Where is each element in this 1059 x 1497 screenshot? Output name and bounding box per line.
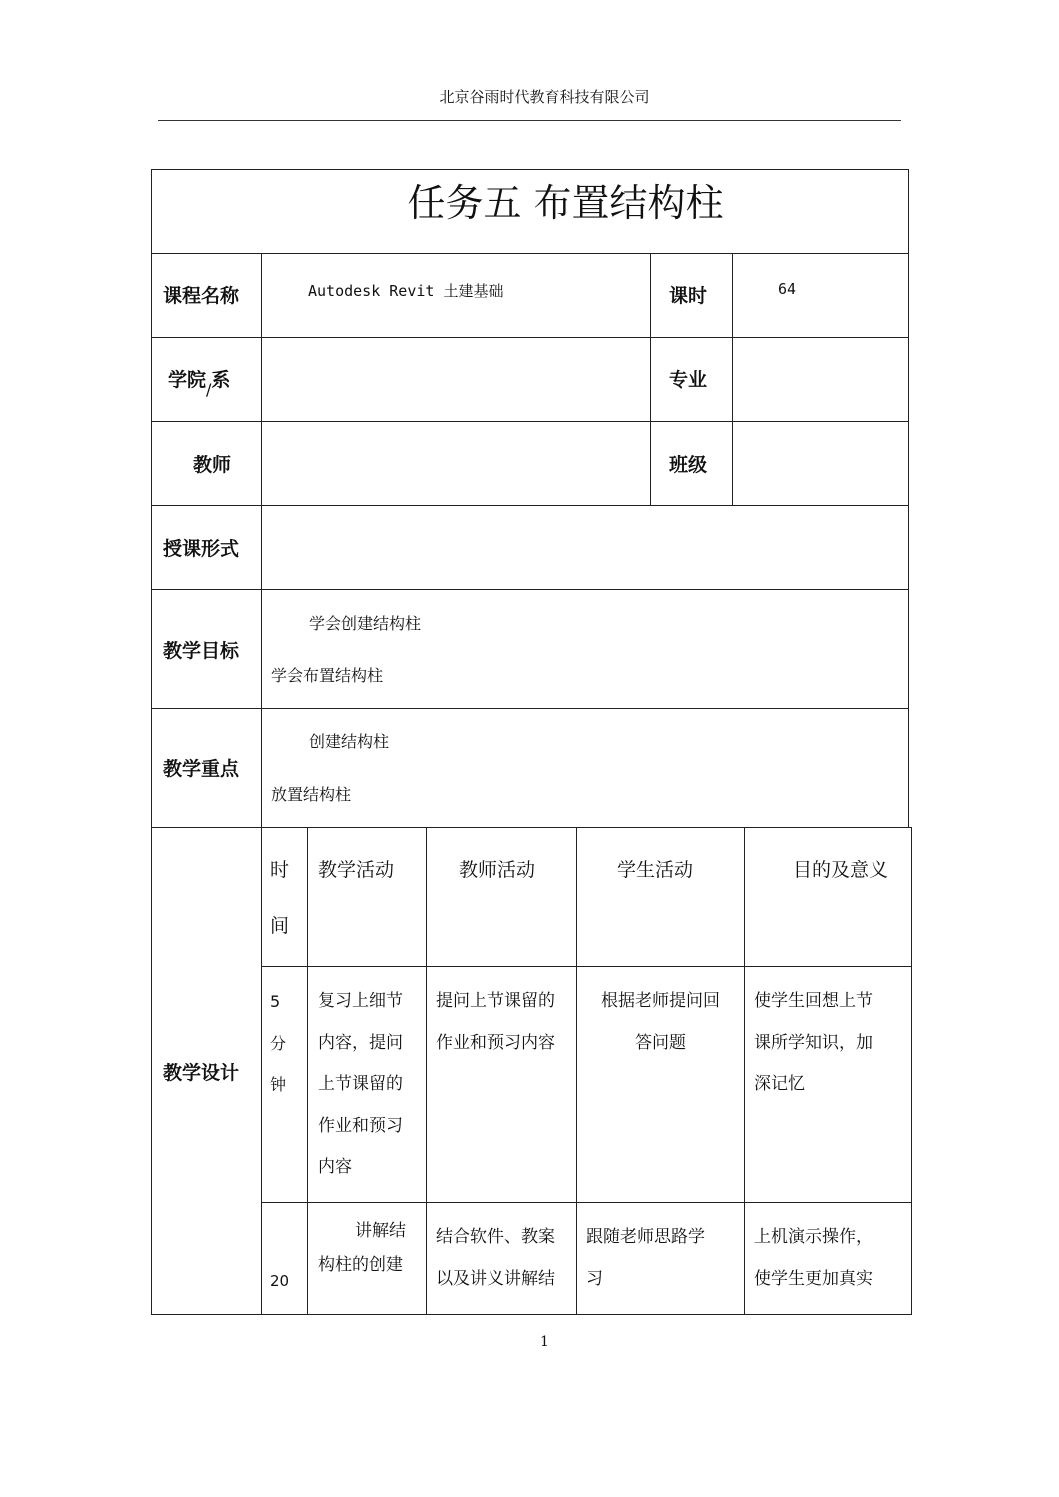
- row-2-purpose: 上机演示操作， 使学生更加真实: [754, 1227, 873, 1289]
- class-label: 班级: [669, 454, 708, 476]
- col-header-purpose: 目的及意义: [793, 859, 889, 881]
- col-header-student: 学生活动: [617, 859, 694, 881]
- teaching-focus-line-1: 创建结构柱: [309, 732, 390, 751]
- row-2-teacher: 结合软件、教案 以及讲义讲解结: [436, 1227, 555, 1289]
- col-header-teacher: 教师活动: [459, 859, 536, 881]
- row-2-time: 20: [270, 1272, 290, 1290]
- lesson-title: 任务五 布置结构柱: [407, 181, 724, 225]
- teaching-focus-label: 教学重点: [163, 758, 240, 780]
- teacher-label: 教师: [193, 454, 232, 476]
- teaching-focus-line-2: 放置结构柱: [271, 785, 352, 804]
- page-header: 北京谷雨时代教育科技有限公司: [439, 88, 650, 106]
- header-rule: [158, 120, 901, 121]
- row-1-activity: 复习上细节 内容，提问 上节课留的 作业和预习 内容: [318, 991, 403, 1177]
- row-1-student: 根据老师提问回 答问题: [601, 991, 720, 1053]
- teaching-goal-label: 教学目标: [163, 640, 240, 662]
- department-label-dept: 系: [211, 369, 231, 391]
- row-1-purpose: 使学生回想上节 课所学知识，加 深记忆: [754, 991, 873, 1094]
- course-name-label: 课程名称: [163, 285, 240, 307]
- teaching-goal-line-1: 学会创建结构柱: [309, 614, 422, 633]
- teaching-design-label: 教学设计: [163, 1062, 240, 1084]
- teaching-form-label: 授课形式: [163, 538, 240, 560]
- department-label: [168, 365, 231, 399]
- col-header-activity: 教学活动: [318, 859, 395, 881]
- hours-label: 课时: [669, 285, 708, 307]
- page-number: 1: [540, 1334, 549, 1350]
- row-2-student: 跟随老师思路学 习: [586, 1227, 705, 1289]
- department-label-school: 学院: [168, 369, 207, 391]
- teaching-goal-line-2: 学会布置结构柱: [271, 666, 384, 685]
- col-header-time-1: 时: [270, 859, 290, 881]
- department-label-slash: /: [206, 380, 212, 399]
- row-2-activity: 讲解结 构柱的创建: [318, 1221, 406, 1275]
- row-1-teacher: 提问上节课留的 作业和预习内容: [436, 991, 555, 1053]
- hours-value: 64: [778, 280, 797, 298]
- major-label: 专业: [669, 369, 708, 391]
- course-name-value: Autodesk Revit 土建基础: [308, 282, 504, 300]
- col-header-time-2: 间: [270, 915, 290, 937]
- row-1-time: 5 分 钟: [270, 992, 287, 1094]
